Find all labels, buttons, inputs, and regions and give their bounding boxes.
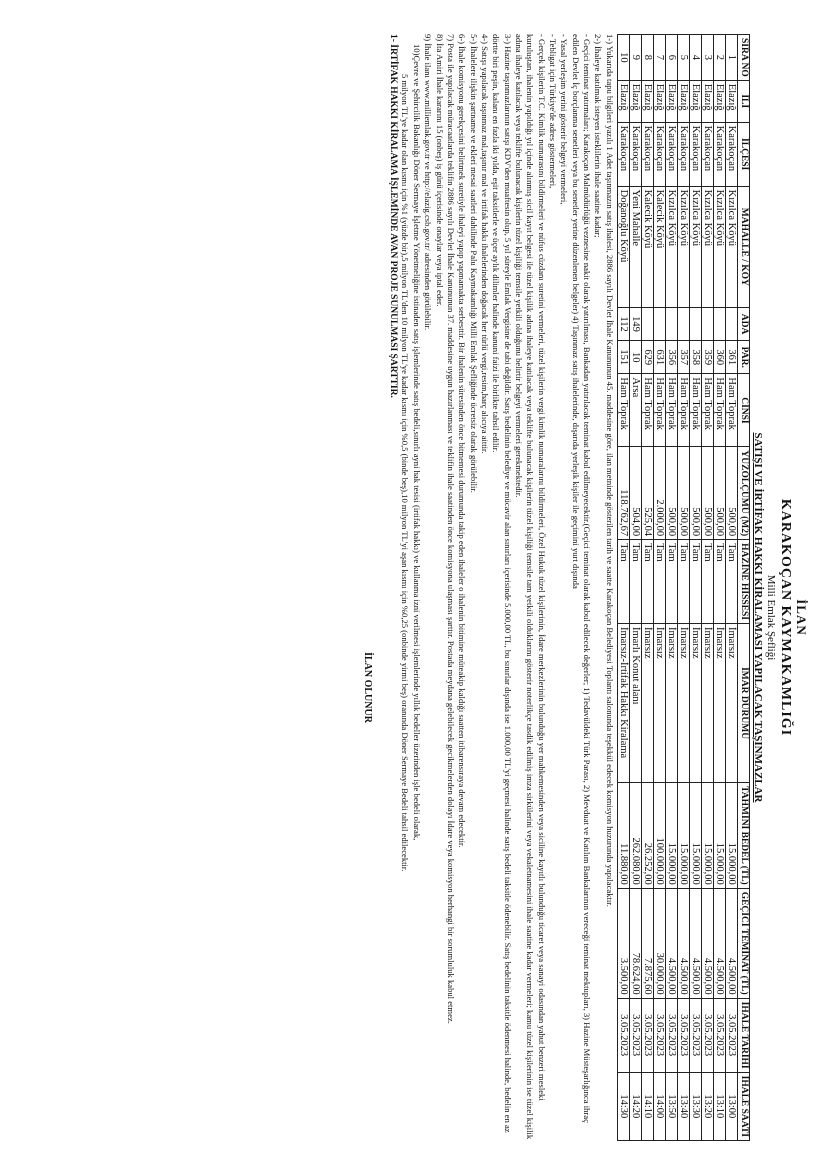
table-cell: 2 xyxy=(713,35,725,81)
table-cell: 14:20 xyxy=(629,1072,641,1140)
table-cell: İmarsız xyxy=(701,624,713,783)
col-header: HAZİNE HİSSESİ xyxy=(737,540,749,624)
table-cell: Tam xyxy=(713,540,725,624)
table-cell: Karakoçan xyxy=(689,122,701,186)
table-cell: 13:50 xyxy=(665,1072,677,1140)
table-cell: 15.000,00 xyxy=(725,783,737,889)
table-cell: 500,00 xyxy=(713,447,725,540)
table-cell: 5 xyxy=(677,35,689,81)
table-cell: 3.05.2023 xyxy=(641,998,653,1072)
table-cell: 500,00 xyxy=(677,447,689,540)
table-cell: Kızılca Köyü xyxy=(725,186,737,307)
table-cell: 3.05.2023 xyxy=(653,998,665,1072)
table-cell: Elazığ xyxy=(725,80,737,122)
note-2b: - Yasal yerleşim yerini gösterir belgeyi vermeleri, xyxy=(559,34,570,205)
col-header: PAR. xyxy=(737,341,749,374)
table-cell: 15.000,00 xyxy=(713,783,725,889)
table-cell: 13:00 xyxy=(725,1072,737,1140)
table-cell: Ham Toprak xyxy=(641,374,653,447)
table-cell: 151 xyxy=(617,341,629,374)
table-cell: Kalecik Köyü xyxy=(653,186,665,307)
table-cell: Elazığ xyxy=(653,80,665,122)
note-4: 4-) Satışı yapılacak taşınmaz mal,taşınır mal ve irtifak hakkı ihalelerinden doğacak her türlü vergi,resim,harç alıcıya aittir. xyxy=(479,34,490,454)
table-cell: İmarlı Konut alanı xyxy=(629,624,641,783)
table-cell: Tam xyxy=(677,540,689,624)
col-header: İMAR DURUMU xyxy=(737,624,749,783)
header xyxy=(752,34,808,1141)
table-cell xyxy=(677,307,689,340)
table-cell xyxy=(653,307,665,340)
table-cell: Elazığ xyxy=(677,80,689,122)
table-cell: 9 xyxy=(629,35,641,81)
table-cell: 14:00 xyxy=(653,1072,665,1140)
closing-text: İLAN OLUNUR xyxy=(361,652,373,723)
note-9: 9) İhale ilanı www.milliemlak.gov.tr ve http://elazig.csb.gov.tr/ adresinden görülebilir. xyxy=(423,34,434,331)
table-cell: 3.500,00 xyxy=(617,888,629,998)
table-cell: 118.762,67 xyxy=(617,447,629,540)
note-5: 5-) İhalelere ilişkin şartname ve ekleri mesai saatleri dahilinde Palu Kaymakamlığı Milli Emlak Şefliğinde ücretsiz olarak görülebilir. xyxy=(468,34,479,493)
ilan-heading: İLAN xyxy=(794,599,809,636)
note-10: 10)Çevre ve Şehircilik Bakanlığı Döner Sermaye İşletme Yönetmeliğine istinaden satış işlemlerinde satış bedeli,sınırlı ayni hak tesisi (irtifak hakkı) ve kullanma izni verilmesi işlemlerinde yıllık bedeller üzerinden işle bedeli olarak, xyxy=(411,44,422,841)
note-2: 2-) İhaleye katılmak isteyen isteklilerin ihale saatine kadar; xyxy=(593,34,604,238)
note-2a: - Geçici teminat yatırmaları; Karakoçan Malmüdürlüğü veznesine nakit olarak yatırılması, Bankadan yatırılacak teminat kabul edilmeyecektir.(Geçici teminat olarak kabul edilecek değerler; 1) Tedavüldeki Türk Parası, 2) Mevduat ve Katılım Bankalarının vereceği teminat mektupları, 3) Hazine Müsteşarlığınca ihraç edilen Devlet İç borçlanma senetleri veya bu senetler yerine düzenlenen belgeler) 4) Taşınmaz satış ihalelerinde, dışarıda yerleşik kişiler ile geçimini yurt dışında xyxy=(570,34,592,1123)
note-3: 3-) Hazine taşınmazlarının satışı KDV'den muaftesin olup, 5 yıl süreyle Emlak Vergisine de tabi değildir. Satış bedelinin belediye ve mücavir alan sınırları içerisinde 5.000,00 TL, bu sınırlar dışında ise 1.000,00 TL'yi geçmesi halinde satış bedeli taksitle ödenebilir. Satış bedelinin taksitle ödenmesi halinde, bedelin en az dörtte biri peşin, kalanı en fazla iki yılda, eşit taksitlerle ve üçer aylık dilimler halinde kanuni faizi ile birlikte tahsil edilir. xyxy=(491,34,513,1133)
table-cell: 13:20 xyxy=(701,1072,713,1140)
col-header: İHALE SAATİ xyxy=(737,1072,749,1140)
table-cell: İmarsız xyxy=(725,624,737,783)
col-header: GEÇİCİ TEMİNAT (TL) xyxy=(737,888,749,998)
table-cell: Elazığ xyxy=(617,80,629,122)
table-row xyxy=(689,35,701,1141)
table-cell: 10 xyxy=(629,341,641,374)
table-cell: Kızılca Köyü xyxy=(689,186,701,307)
table-cell: Elazığ xyxy=(713,80,725,122)
table-cell: Karakoçan xyxy=(629,122,641,186)
table-cell: 631 xyxy=(653,341,665,374)
table-subtitle: SATIŞI VE İRTİFAK HAKKI KİRALAMASI YAPILACAK TAŞINMAZLAR xyxy=(752,432,765,803)
table-cell: 15.000,00 xyxy=(677,783,689,889)
table-cell: 359 xyxy=(701,341,713,374)
col-header: İHALE TARİHİ xyxy=(737,998,749,1072)
table-cell: 4 xyxy=(689,35,701,81)
note-10b: 5 milyon TL'ye kadar olan kısmı için %1 (yüzde bir),5 milyon TL'den 10 milyon TL'ye kadar kısmı için %0,5 (binde beş),10 milyon TL'yi aşan kısmı için %0,25 (onbinde yirmi beş) oranında Döner Sermaye Bedeli tahsil edilecektir. xyxy=(400,74,411,872)
table-cell: 26.252,00 xyxy=(641,783,653,889)
table-cell: Ham Toprak xyxy=(617,374,629,447)
table-cell: Karakoçan xyxy=(677,122,689,186)
table-cell: Ham Toprak xyxy=(665,374,677,447)
table-row xyxy=(725,35,737,1141)
table-cell: 504,00 xyxy=(629,447,641,540)
col-header: YÜZÖLÇÜMÜ (M2) xyxy=(737,447,749,540)
table-cell: 112 xyxy=(617,307,629,340)
table-cell: 2.000,00 xyxy=(653,447,665,540)
table-cell: 3.05.2023 xyxy=(617,998,629,1072)
table-cell: Elazığ xyxy=(665,80,677,122)
table-cell: 357 xyxy=(677,341,689,374)
table-cell: Doğanoğlu Köyü xyxy=(617,186,629,307)
col-header: MAHALLE / KÖY xyxy=(737,186,749,307)
table-cell: İmarsız xyxy=(641,624,653,783)
table-cell: İmarsız xyxy=(665,624,677,783)
sefligi-heading: Milli Emlak Şefliği xyxy=(764,574,777,661)
table-cell: 13:10 xyxy=(713,1072,725,1140)
table-cell: Ham Toprak xyxy=(713,374,725,447)
table-cell: 13:30 xyxy=(689,1072,701,1140)
table-cell xyxy=(701,307,713,340)
table-cell: 500,00 xyxy=(701,447,713,540)
table-cell: 15.000,00 xyxy=(689,783,701,889)
note-2c: - Tebligat için Türkiye'de adres göstermeleri, xyxy=(547,34,558,189)
table-cell: 3.05.2023 xyxy=(701,998,713,1072)
table-cell: 358 xyxy=(689,341,701,374)
col-header: İLİ xyxy=(737,80,749,122)
table-cell: Kızılca Köyü xyxy=(701,186,713,307)
table-cell: 3 xyxy=(701,35,713,81)
table-cell: Ham Toprak xyxy=(725,374,737,447)
table-row xyxy=(713,35,725,1141)
table-cell: Ham Toprak xyxy=(677,374,689,447)
section-title: 1- İRTİFAK HAKKI KİRALAMA İŞLEMİNDE AVAN PROJE SUNULMASI ŞARTTIR. xyxy=(388,34,399,398)
col-header: SIRA NO xyxy=(737,35,749,81)
table-cell: İmarsız xyxy=(677,624,689,783)
table-cell: Ham Toprak xyxy=(689,374,701,447)
table-cell: 6 xyxy=(665,35,677,81)
col-header: İLÇESİ xyxy=(737,122,749,186)
table-cell: 629 xyxy=(641,341,653,374)
col-header: CİNSİ xyxy=(737,374,749,447)
kaymakamlik-heading: KARAKOÇAN KAYMAKAMLIĞI xyxy=(778,498,794,737)
table-row xyxy=(665,35,677,1141)
table-cell: 13:40 xyxy=(677,1072,689,1140)
table-cell: 4.500,00 xyxy=(725,888,737,998)
note-6: 6-) İhale komisyonu gerekçesini belirtmek suretiyle ihaleyi yapıp yapmamakta serbesttir. Bir ihalenin süresinden önce bitmemesi durumunda takip eden ihaleler o ihalenin bitimine müteakip kaldığı saatten itibarensıraya devam edecektir. xyxy=(457,34,468,848)
table-cell: Karakoçan xyxy=(641,122,653,186)
table-cell: Elazığ xyxy=(701,80,713,122)
table-cell: 3.05.2023 xyxy=(689,998,701,1072)
table-cell: Elazığ xyxy=(629,80,641,122)
table-cell: 30.000,00 xyxy=(653,888,665,998)
table-cell xyxy=(665,307,677,340)
table-cell: 500,00 xyxy=(689,447,701,540)
table-cell xyxy=(641,307,653,340)
table-cell: Karakoçan xyxy=(701,122,713,186)
table-cell: 3.05.2023 xyxy=(725,998,737,1072)
table-cell: 4.500,00 xyxy=(713,888,725,998)
table-cell: 4.500,00 xyxy=(689,888,701,998)
table-cell: Kızılca Köyü xyxy=(665,186,677,307)
col-header: ADA xyxy=(737,307,749,340)
table-row xyxy=(701,35,713,1141)
table-cell: Ham Toprak xyxy=(701,374,713,447)
table-cell: Tam xyxy=(629,540,641,624)
table-cell: 7 xyxy=(653,35,665,81)
table-cell: Karakoçan xyxy=(617,122,629,186)
note-1: 1-) Yukarıda tapu bilgileri yazılı 1 Adet taşınmazın satış ihalesi, 2886 sayılı Devlet İhale Kanununun 45. maddesine göre, ilan metninde gösterilen tarih ve saatte Karakoçan Belediyesi Toplantı salonunda teşekkül edecek komisyon huzurunda yapılacaktır. xyxy=(604,34,615,907)
note-2d: - Gerçek kişilerin T.C. Kimlik numarasını bildirmeleri ve nüfus cüzdanı suretini vermeleri, tüzel kişilerin vergi kimlik numaralarını bildirmeleri, Özel Hukuk tüzel kişilerinin, İdare merkezlerinin bulunduğu yer mahkemesinden veya siciline kayıtlı bulunduğu ticaret veya sanayi odasından yahut benzeri mesleki kuruluştan, ihalenin yapıldığı yıl içinde alınmış sicil kayıt belgesi ile tüzel kişilik adına ihaleye katılacak veya teklifte bulunacak kişilerin tüzel kişiliği temsile tam yetkili olduklarını gösterir noterlikçe tasdik edilmiş imza sirkülerini veya vekaletnamesini ihale saatine kadar vermeleri; kamu tüzel kişilerinin ise tüzel kişilik adına ihaleye katılacak veya teklifte bulunacak kişilerin tüzel kişiliği temsile yetkili olduğunu belirtir belgeyi vermeleri gerekmektedir. xyxy=(513,34,547,1140)
table-row xyxy=(677,35,689,1141)
table-cell: 11.880,00 xyxy=(617,783,629,889)
table-cell: 361 xyxy=(725,341,737,374)
note-7: 7) Posta ile yapılacak müracaatlarda teklifin 2886 sayılı Devlet İhale Kanununun 37. maddesine uygun hazırlanması ve teklifin ihale saatinden önce komisyona ulaşması şarttır. Postada meydana gelebilecek gecikmelerden dolayı İdare veya komisyon herhangi bir sorumluluk kabul etmez. xyxy=(445,34,456,1024)
table-cell: 500,00 xyxy=(665,447,677,540)
table-header-row xyxy=(737,35,749,1141)
table-cell: 4.500,00 xyxy=(701,888,713,998)
table-cell: 500,00 xyxy=(725,447,737,540)
table-cell: Tam xyxy=(641,540,653,624)
table-cell: Tam xyxy=(653,540,665,624)
table-cell: 8 xyxy=(641,35,653,81)
table-cell: Tam xyxy=(725,540,737,624)
table-cell: İmarsız xyxy=(689,624,701,783)
table-cell xyxy=(725,307,737,340)
table-cell: 525,04 xyxy=(641,447,653,540)
table-cell: 4.500,00 xyxy=(665,888,677,998)
table-cell: 100.000,00 xyxy=(653,783,665,889)
table-cell: Tam xyxy=(701,540,713,624)
property-table xyxy=(617,34,750,1141)
table-cell: 149 xyxy=(629,307,641,340)
table-cell: Kızılca Köyü xyxy=(713,186,725,307)
table-cell: Karakoçan xyxy=(713,122,725,186)
table-cell: İmarsız xyxy=(713,624,725,783)
table-cell: Arsa xyxy=(629,374,641,447)
table-cell: 3.05.2023 xyxy=(665,998,677,1072)
table-cell: 15.000,00 xyxy=(701,783,713,889)
table-cell: 356 xyxy=(665,341,677,374)
table-row xyxy=(653,35,665,1141)
table-cell: 4.500,00 xyxy=(677,888,689,998)
table-row xyxy=(641,35,653,1141)
note-8: 8) İta Amiri İhale kararını 15 (onbeş) iş günü içerisinde onaylar veya iptal eder. xyxy=(434,34,445,307)
table-cell: 78.624,00 xyxy=(629,888,641,998)
table-cell: Kalecik Köyü xyxy=(641,186,653,307)
table-cell: Karakoçan xyxy=(653,122,665,186)
table-cell: Kızılca Köyü xyxy=(677,186,689,307)
table-cell: 3.05.2023 xyxy=(629,998,641,1072)
table-cell: Elazığ xyxy=(641,80,653,122)
table-cell: 10 xyxy=(617,35,629,81)
table-cell: İmarsız xyxy=(653,624,665,783)
table-cell: İmarsız-İrtifak Hakkı Kiralama xyxy=(617,624,629,783)
table-cell: 360 xyxy=(713,341,725,374)
table-cell: Karakoçan xyxy=(725,122,737,186)
table-cell: Yeni Mahalle xyxy=(629,186,641,307)
table-cell: 1 xyxy=(725,35,737,81)
table-cell: Elazığ xyxy=(689,80,701,122)
table-row xyxy=(629,35,641,1141)
table-cell: 262.080,00 xyxy=(629,783,641,889)
table-cell: Tam xyxy=(665,540,677,624)
table-cell: 14:30 xyxy=(617,1072,629,1140)
table-cell: 15.000,00 xyxy=(665,783,677,889)
table-cell xyxy=(713,307,725,340)
table-cell: Karakoçan xyxy=(665,122,677,186)
table-cell: 3.05.2023 xyxy=(677,998,689,1072)
table-cell: Tam xyxy=(617,540,629,624)
table-cell: 3.05.2023 xyxy=(713,998,725,1072)
table-cell: 14:10 xyxy=(641,1072,653,1140)
table-cell: Ham Toprak xyxy=(653,374,665,447)
notes-section xyxy=(387,34,615,1141)
table-cell: Tam xyxy=(689,540,701,624)
table-cell: 7.875,60 xyxy=(641,888,653,998)
col-header: TAHMİNİ BEDEL (TL) xyxy=(737,783,749,889)
table-row xyxy=(617,35,629,1141)
table-cell xyxy=(689,307,701,340)
